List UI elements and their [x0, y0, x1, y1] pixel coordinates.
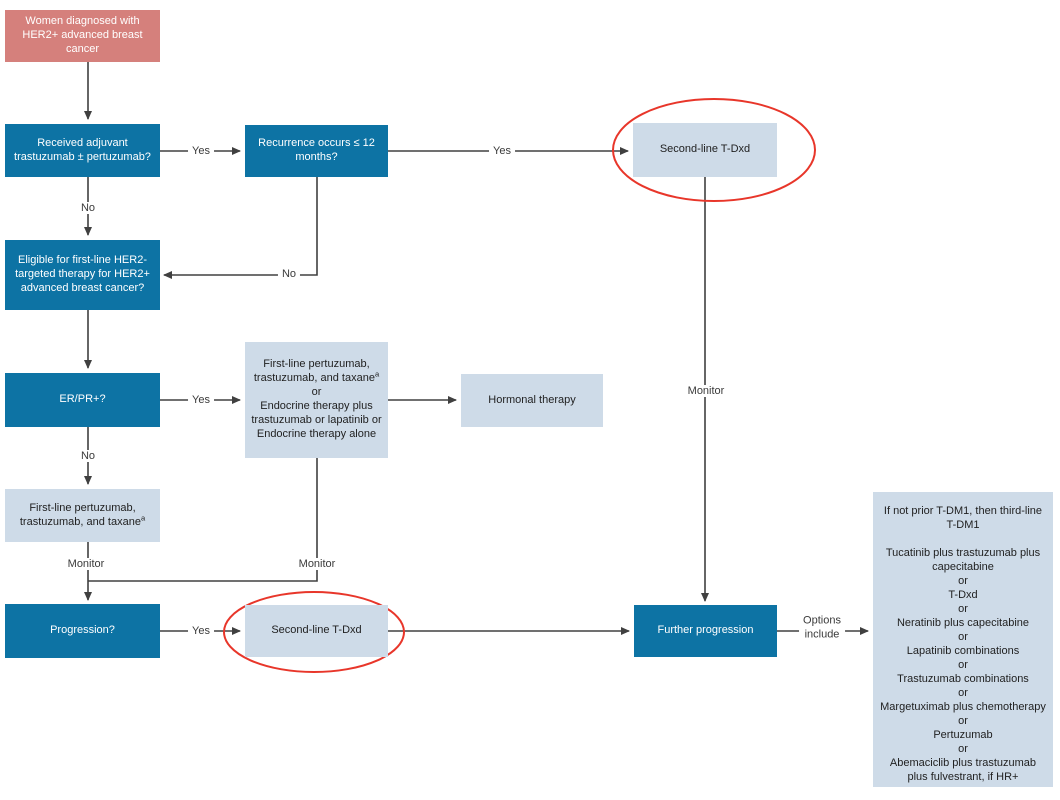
node-adjuvant-question — [5, 124, 160, 177]
node-line — [880, 532, 1046, 546]
node-label: Further progression — [657, 624, 754, 637]
node-line: or — [311, 386, 322, 399]
node-label: Progression? — [50, 624, 115, 637]
edge-label-monitor: Monitor — [64, 558, 109, 570]
node-line: Neratinib plus capecitabine — [896, 617, 1030, 629]
node-line: T-DM1 — [946, 519, 980, 531]
edge-label-yes: Yes — [489, 145, 515, 157]
footnote-marker: a — [140, 512, 146, 522]
node-label — [251, 358, 381, 442]
edge-label-yes: Yes — [188, 625, 214, 637]
edge-label-options-include — [799, 614, 845, 643]
node-label: Eligible for first-line HER2-targeted therapy for HER2+ advanced breast cancer? — [15, 254, 150, 294]
node-label: Second-line T-Dxd — [659, 143, 751, 156]
edge-label-monitor: Monitor — [684, 385, 729, 397]
node-line — [19, 512, 146, 530]
node-line: Endocrine therapy alone — [256, 427, 377, 440]
node-line: First-line pertuzumab, — [29, 501, 136, 514]
edge-label-monitor: Monitor — [295, 558, 340, 570]
node-label: Second-line T-Dxd — [271, 624, 362, 637]
edge-label-line: Options — [803, 614, 841, 627]
edge-label-no: No — [278, 268, 300, 280]
node-line: trastuzumab or lapatinib or — [251, 413, 382, 426]
footnote-marker: a — [374, 369, 380, 379]
node-line-text: trastuzumab, and taxane — [19, 515, 141, 528]
node-line: plus fulvestrant, if HR+ — [907, 771, 1019, 783]
node-line: Pertuzumab — [933, 729, 993, 741]
node-line: Margetuximab plus chemotherapy — [880, 701, 1046, 713]
node-label: ER/PR+? — [59, 393, 106, 406]
node-line: Trastuzumab combinations — [897, 673, 1029, 685]
node-erpr-question — [5, 373, 160, 427]
node-line: or — [958, 687, 968, 699]
node-line: First-line pertuzumab, — [263, 358, 370, 371]
node-line: or — [958, 631, 968, 643]
node-further-progression — [634, 605, 777, 657]
node-label: Received adjuvant trastuzumab ± pertuzumab? — [14, 136, 151, 163]
node-label: Recurrence occurs ≤ 12 months? — [258, 137, 375, 163]
node-label — [20, 502, 145, 530]
node-progression-question — [5, 604, 160, 658]
node-line: or — [958, 659, 968, 671]
edge-label-no: No — [77, 450, 99, 462]
node-recurrence-question — [245, 125, 388, 177]
node-second-line-tdxd-top — [633, 123, 777, 177]
node-line: Tucatinib plus trastuzumab plus — [885, 547, 1041, 559]
node-line: If not prior T-DM1, then third-line — [883, 505, 1043, 517]
node-line: capecitabine — [932, 561, 994, 573]
node-start — [5, 10, 160, 62]
node-line-text: trastuzumab, and taxane — [253, 372, 375, 385]
node-hormonal-therapy — [461, 374, 603, 427]
edge-label-no: No — [77, 202, 99, 214]
node-first-line-combo — [245, 342, 388, 458]
edge-label-yes: Yes — [188, 145, 214, 157]
node-later-line-options — [873, 492, 1053, 787]
node-line: or — [958, 575, 968, 587]
node-line: Abemaciclib plus trastuzumab — [889, 757, 1037, 769]
node-first-line-ptt — [5, 489, 160, 542]
node-line: or — [958, 603, 968, 615]
node-eligible-question — [5, 240, 160, 310]
node-line: or — [958, 715, 968, 727]
node-label: Hormonal therapy — [488, 393, 576, 406]
node-line: Lapatinib combinations — [906, 645, 1020, 657]
edge-label-line: include — [804, 629, 840, 641]
node-line: or — [958, 743, 968, 755]
edge-label-yes: Yes — [188, 394, 214, 406]
node-line: Endocrine therapy plus — [260, 400, 373, 412]
node-label — [880, 504, 1046, 784]
node-line — [251, 369, 381, 386]
node-line: T-Dxd — [948, 589, 978, 601]
node-label: Women diagnosed with HER2+ advanced breast cancer — [22, 15, 143, 55]
connector-recurrence-no-eligible — [164, 177, 317, 275]
node-second-line-tdxd-bottom — [245, 605, 388, 657]
